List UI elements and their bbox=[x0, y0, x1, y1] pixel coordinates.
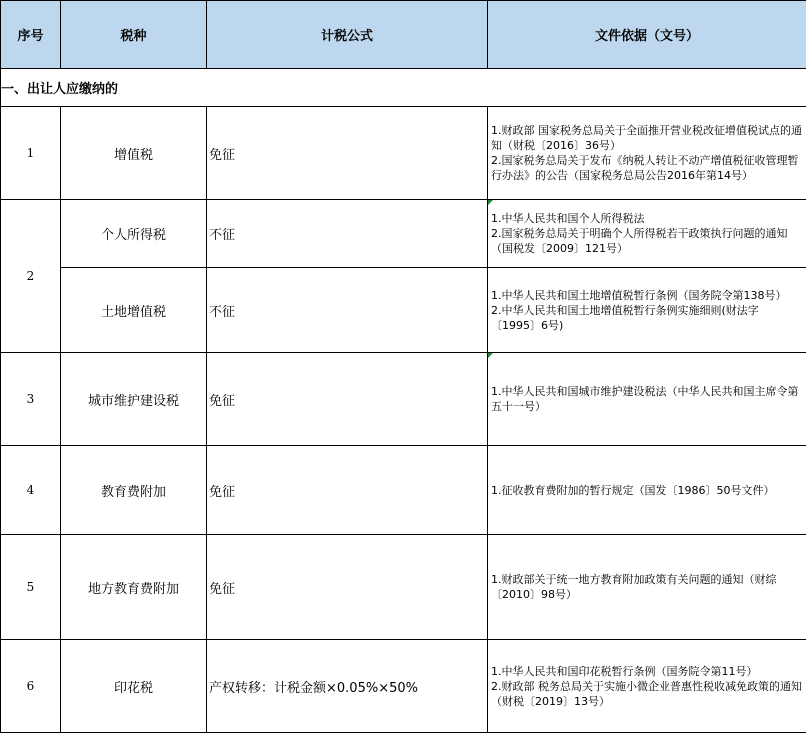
cell-formula[interactable]: 产权转移：计税金额×0.05%×50% bbox=[207, 640, 488, 733]
basis-line: 2.国家税务总局关于发布《纳税人转让不动产增值税征收管理暂行办法》的公告（国家税务总局公告2016年第14号） bbox=[491, 153, 802, 183]
cell-tax[interactable]: 印花税 bbox=[61, 640, 207, 733]
table-row bbox=[1, 353, 806, 446]
basis-line: 1.中华人民共和国印花税暂行条例（国务院令第11号） bbox=[491, 664, 802, 679]
section-title[interactable]: 一、出让人应缴纳的 bbox=[1, 69, 806, 107]
cell-formula[interactable]: 不征 bbox=[207, 268, 488, 353]
basis-line: 1.中华人民共和国城市维护建设税法（中华人民共和国主席令第五十一号） bbox=[491, 384, 802, 414]
table-row bbox=[1, 268, 806, 353]
cell-tax[interactable]: 增值税 bbox=[61, 107, 207, 200]
cell-tax[interactable]: 教育费附加 bbox=[61, 446, 207, 535]
cell-no[interactable]: 6 bbox=[1, 640, 61, 733]
table-row bbox=[1, 446, 806, 535]
header-formula[interactable]: 计税公式 bbox=[207, 1, 488, 69]
cell-no[interactable]: 5 bbox=[1, 535, 61, 640]
table-row bbox=[1, 200, 806, 268]
basis-line: 2.中华人民共和国土地增值税暂行条例实施细则(财法字〔1995〕6号) bbox=[491, 303, 802, 333]
cell-basis[interactable] bbox=[488, 268, 806, 353]
cell-tax[interactable]: 地方教育费附加 bbox=[61, 535, 207, 640]
basis-line: 1.财政部关于统一地方教育附加政策有关问题的通知（财综〔2010〕98号） bbox=[491, 572, 802, 602]
header-basis[interactable]: 文件依据（文号） bbox=[488, 1, 806, 69]
cell-basis[interactable] bbox=[488, 107, 806, 200]
cell-tax[interactable]: 城市维护建设税 bbox=[61, 353, 207, 446]
cell-formula[interactable]: 免征 bbox=[207, 446, 488, 535]
cell-basis[interactable] bbox=[488, 353, 806, 446]
cell-no[interactable]: 4 bbox=[1, 446, 61, 535]
basis-line: 1.财政部 国家税务总局关于全面推开营业税改征增值税试点的通知（财税〔2016〕36号） bbox=[491, 123, 802, 153]
table-row bbox=[1, 640, 806, 733]
cell-basis[interactable] bbox=[488, 200, 806, 268]
basis-line: 1.征收教育费附加的暂行规定（国发〔1986〕50号文件） bbox=[491, 483, 802, 498]
table-row bbox=[1, 535, 806, 640]
basis-line: 2.国家税务总局关于明确个人所得税若干政策执行问题的通知（国税发〔2009〕121号） bbox=[491, 226, 802, 256]
header-no[interactable]: 序号 bbox=[1, 1, 61, 69]
comment-marker-icon bbox=[488, 353, 493, 358]
cell-formula[interactable]: 免征 bbox=[207, 107, 488, 200]
cell-tax[interactable]: 土地增值税 bbox=[61, 268, 207, 353]
cell-tax[interactable]: 个人所得税 bbox=[61, 200, 207, 268]
cell-basis[interactable] bbox=[488, 446, 806, 535]
cell-no[interactable]: 1 bbox=[1, 107, 61, 200]
basis-line: 1.中华人民共和国个人所得税法 bbox=[491, 211, 802, 226]
header-tax[interactable]: 税种 bbox=[61, 1, 207, 69]
comment-marker-icon bbox=[488, 200, 493, 205]
cell-formula[interactable]: 免征 bbox=[207, 535, 488, 640]
cell-no[interactable]: 3 bbox=[1, 353, 61, 446]
basis-line: 2.财政部 税务总局关于实施小微企业普惠性税收减免政策的通知（财税〔2019〕13号） bbox=[491, 679, 802, 709]
header-row bbox=[1, 1, 806, 69]
cell-no[interactable]: 2 bbox=[1, 200, 61, 353]
cell-basis[interactable] bbox=[488, 535, 806, 640]
section-row bbox=[1, 69, 806, 107]
cell-formula[interactable]: 不征 bbox=[207, 200, 488, 268]
cell-basis[interactable] bbox=[488, 640, 806, 733]
cell-formula[interactable]: 免征 bbox=[207, 353, 488, 446]
basis-line: 1.中华人民共和国土地增值税暂行条例（国务院令第138号） bbox=[491, 288, 802, 303]
table-row bbox=[1, 107, 806, 200]
